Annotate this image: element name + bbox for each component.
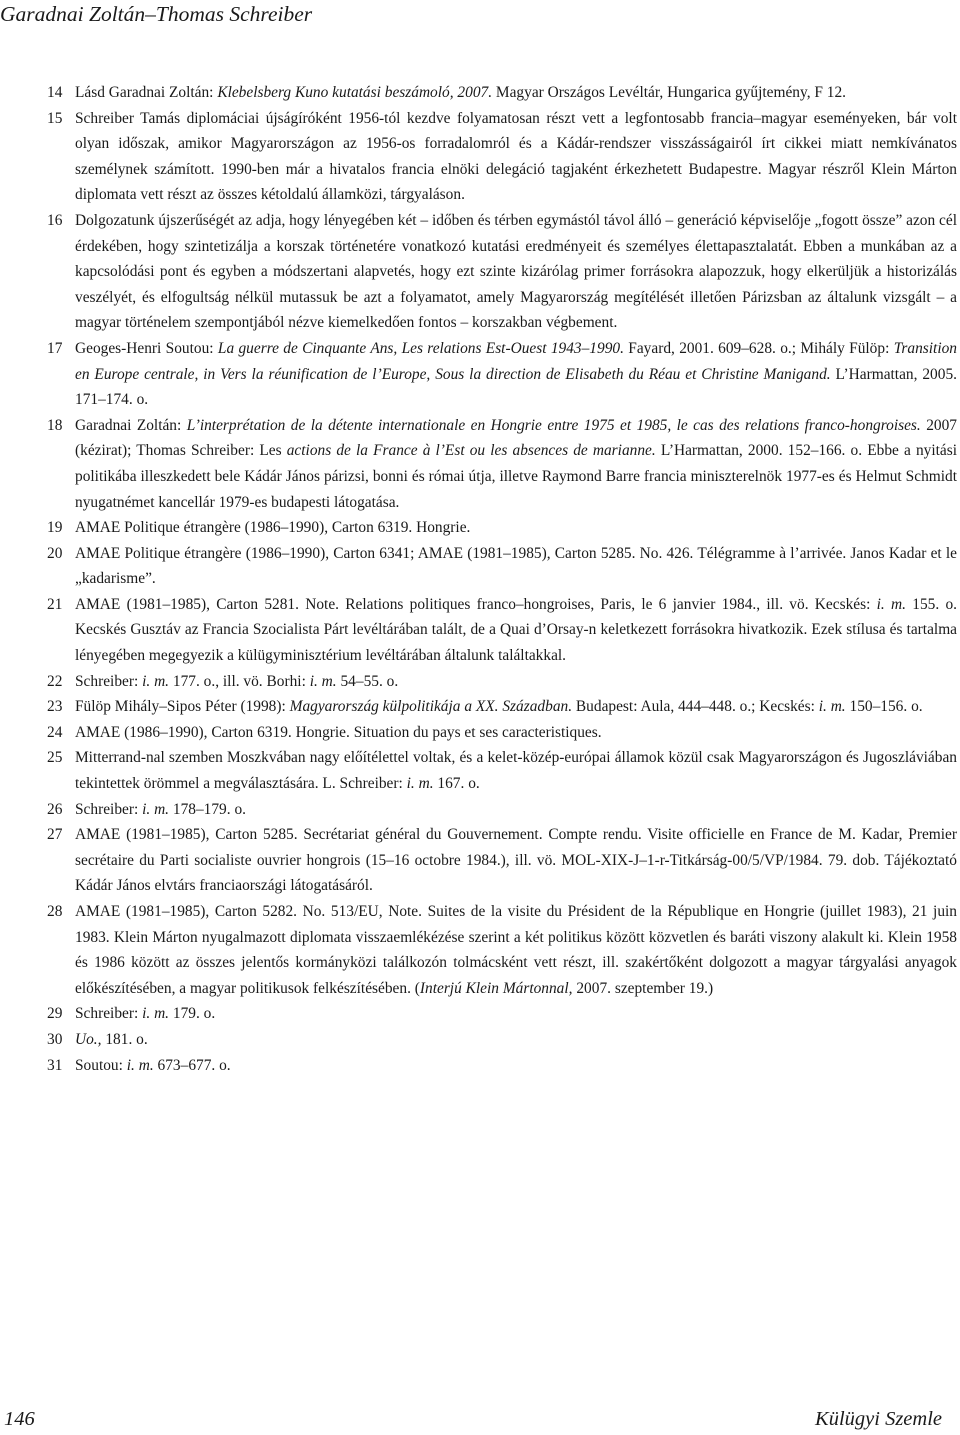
footnote-text: AMAE (1981–1985), Carton 5282. No. 513/EU, Note. Suites de la visite du Président de la République en Hongrie (juillet 1983), 21 juin 1983. Klein Márton nyugalmazott diplomata visszaemlékézése szerint a két politikus között közvetlen és baráti viszony alakult ki. Klein 1958 és 1986 között az összes jelentős kormányközi találkozón tolmácsként vett részt, ill. szakértőként dolgozott a magyar tárgyalási anyagok előkészítésében, a magyar politikusok felkészítésében. (Interjú Klein Mártonnal, 2007. szeptember 19.) bbox=[75, 903, 957, 997]
running-head: Garadnai Zoltán–Thomas Schreiber bbox=[0, 2, 313, 26]
footnote-number: 22 bbox=[47, 672, 63, 690]
footnote-text: AMAE (1986–1990), Carton 6319. Hongrie. Situation du pays et ses caracteristiques. bbox=[75, 723, 602, 741]
footnote-number: 30 bbox=[47, 1030, 63, 1048]
footnote-31 bbox=[47, 1053, 957, 1079]
footnote-26 bbox=[47, 797, 957, 823]
footnote-23 bbox=[47, 694, 957, 720]
footnote-25 bbox=[47, 745, 957, 796]
footnote-number: 15 bbox=[47, 109, 63, 127]
footnote-number: 27 bbox=[47, 826, 63, 844]
journal-title: Külügyi Szemle bbox=[815, 1408, 942, 1430]
footnote-18 bbox=[47, 413, 957, 515]
footnote-number: 26 bbox=[47, 800, 63, 818]
footnote-21 bbox=[47, 592, 957, 669]
footnote-number: 16 bbox=[47, 211, 63, 229]
footnote-number: 17 bbox=[47, 339, 63, 357]
footnote-28 bbox=[47, 899, 957, 1001]
footnote-number: 20 bbox=[47, 544, 63, 562]
footnote-text: Schreiber: i. m. 177. o., ill. vö. Borhi: i. m. 54–55. o. bbox=[75, 672, 399, 690]
footnote-29 bbox=[47, 1001, 957, 1027]
footnote-17 bbox=[47, 336, 957, 413]
page-number: 146 bbox=[4, 1408, 35, 1430]
footnote-text: Lásd Garadnai Zoltán: Klebelsberg Kuno kutatási beszámoló, 2007. Magyar Országos Levéltár, Hungarica gyűjtemény, F 12. bbox=[75, 84, 847, 101]
footnote-text: AMAE (1981–1985), Carton 5281. Note. Relations politiques franco–hongroises, Paris, le 6 janvier 1984., ill. vö. Kecskés: i. m. 155. o. Kecskés Gusztáv az Francia Szocialista Párt levéltárában talált, de a Quai d’Orsay-n keletkezett forrásokra hivatkozik. Ezek stílusa és tartalma lényegében megegyezik a külügyminisztérium levéltárában általunk találtakkal. bbox=[75, 595, 958, 665]
footnote-number: 28 bbox=[47, 903, 63, 920]
footnote-16 bbox=[47, 208, 957, 336]
footnote-text: Mitterrand-nal szemben Moszkvában nagy előítélettel voltak, és a kelet-közép-európai államok közül csak Magyarországon és Jugoszláviában tekintettek örömmel a megválasztására. L. Schreiber: i. m. 167. o. bbox=[75, 749, 957, 793]
footnote-24 bbox=[47, 720, 957, 746]
footnote-number: 31 bbox=[47, 1056, 63, 1074]
footnote-30 bbox=[47, 1027, 957, 1053]
footnote-text: AMAE Politique étrangère (1986–1990), Carton 6341; AMAE (1981–1985), Carton 5285. No. 426. Télégramme à l’arrivée. Janos Kadar et le „kadarisme”. bbox=[75, 544, 957, 588]
footnote-text: AMAE Politique étrangère (1986–1990), Carton 6319. Hongrie. bbox=[75, 519, 471, 537]
footnote-14 bbox=[47, 80, 957, 106]
footnote-text: Garadnai Zoltán: L’interprétation de la détente internationale en Hongrie entre 1975 et 1985, le cas des relations franco-hongroises. 2007 (kézirat); Thomas Schreiber: Les actions de la France à l’Est ou les absences de marianne. L’Harmattan, 2000. 152–166. o. Ebbe a nyitási politikába illeszkedett bele Kádár János párizsi, bonni és római útja, illetve Raymond Barre francia miniszterelnök 1977-es és Helmut Schmidt nyugatnémet kancellár 1979-es budapesti látogatása. bbox=[75, 416, 957, 511]
footnote-text: Schreiber Tamás diplomáciai újságíróként 1956-tól kezdve folyamatosan részt vett a legfontosabb francia–magyar eseményeken, bár volt olyan időszak, amikor Magyarországon az 1956-os forradalomról és a Kádár-rendszer visszásságairól írt cikkei miatt nemkívánatos személynek számított. 1990-ben már a hivatalos francia elnöki delegáció tagjaként érkezhetett Budapestre. Magyar részről Klein Márton diplomata vett részt az összes kétoldalú államközi, tárgyaláson. bbox=[75, 109, 957, 204]
footnote-text: Dolgozatunk újszerűségét az adja, hogy lényegében két – időben és térben egymástól távol álló – generáció képviselője „fogott össze” azon cél érdekében, hogy szintetizálja a korszak történetére vonatkozó kutatási eredményeit és személyes élettapasztalatát. Ebben a munkában az a kapcsolódási pont és egyben a módszertani alapvetés, hogy ezt szinte kizárólag primer forrásokra alapozzuk, hogy elkerüljük a historizálás veszélyét, és elfogultság nélkül mutassuk be azt a folyamatot, amely Magyarország megítélését illetően Párizsban az általunk vizsgált – a magyar történelem szempontjából nézve kiemelkedően fontos – korszakban végbement. bbox=[75, 211, 957, 332]
footnote-number: 29 bbox=[47, 1005, 63, 1023]
footnote-text: Schreiber: i. m. 179. o. bbox=[75, 1005, 216, 1023]
footnote-text: Geoges-Henri Soutou: La guerre de Cinquante Ans, Les relations Est-Ouest 1943–1990. Fayard, 2001. 609–628. o.; Mihály Fülöp: Transition en Europe centrale, in Vers la réunification de l’Europe, Sous la direction de Elisabeth du Réau et Christine Manigand. L’Harmattan, 2005. 171–174. o. bbox=[75, 339, 957, 409]
footnote-20 bbox=[47, 541, 957, 592]
footnote-number: 23 bbox=[47, 698, 63, 716]
footnote-number: 19 bbox=[47, 519, 63, 537]
footnote-19 bbox=[47, 515, 957, 541]
footnote-number: 24 bbox=[47, 723, 63, 741]
footnote-number: 18 bbox=[47, 416, 63, 434]
footnote-number: 21 bbox=[47, 595, 63, 613]
footnote-15 bbox=[47, 106, 957, 208]
footnote-text: Uo., 181. o. bbox=[75, 1030, 148, 1048]
footnote-27 bbox=[47, 822, 957, 899]
footnote-text: AMAE (1981–1985), Carton 5285. Secrétariat général du Gouvernement. Compte rendu. Visite officielle en France de M. Kadar, Premier secrétaire du Parti socialiste ouvrier hongrois (15–16 octobre 1984.), ill. vö. MOL-XIX-J–1-r-Titkárság-00/5/VP/1984. 79. dob. Tájékoztató Kádár János elvtárs franciaországi látogatásáról. bbox=[75, 826, 957, 895]
footnotes-list bbox=[47, 80, 957, 1078]
footnote-text: Schreiber: i. m. 178–179. o. bbox=[75, 800, 246, 818]
footnote-22 bbox=[47, 669, 957, 695]
footnote-text: Fülöp Mihály–Sipos Péter (1998): Magyarország külpolitikája a XX. Században. Budapest: Aula, 444–448. o.; Kecskés: i. m. 150–156. o. bbox=[75, 698, 923, 716]
footnote-number: 25 bbox=[47, 749, 63, 767]
footnote-text: Soutou: i. m. 673–677. o. bbox=[75, 1056, 231, 1074]
footnote-number: 14 bbox=[47, 84, 63, 101]
